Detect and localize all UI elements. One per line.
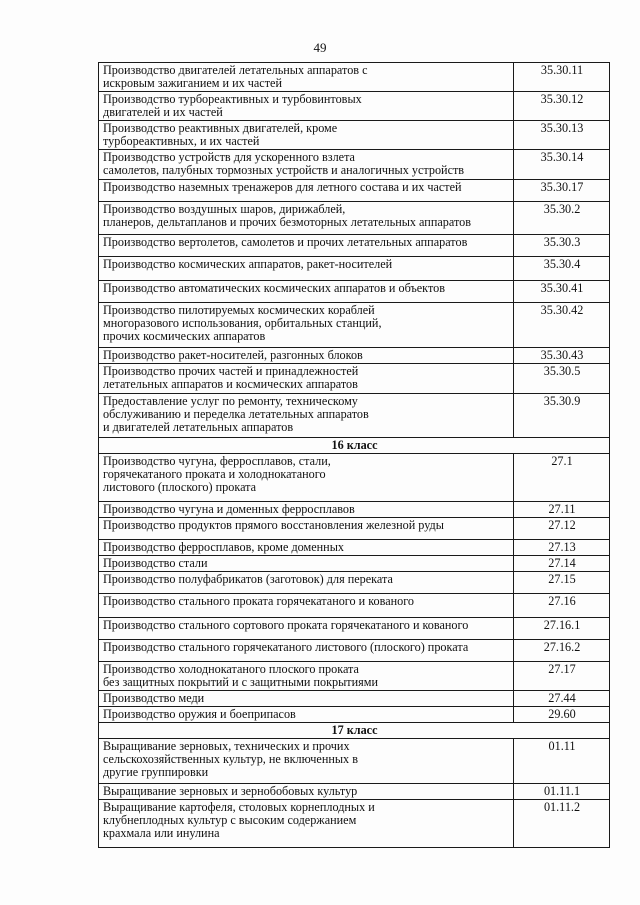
table-row — [99, 518, 610, 540]
table-row — [99, 556, 610, 572]
activity-name: Производство двигателей летательных аппаратов с искровым зажиганием и их частей — [99, 63, 514, 92]
activity-code: 01.11.2 — [514, 800, 610, 848]
table-row — [99, 281, 610, 303]
section-header-row — [99, 438, 610, 454]
activity-name: Производство полуфабрикатов (заготовок) для переката — [99, 572, 514, 594]
activity-name: Производство стального сортового проката горячекатаного и кованого — [99, 618, 514, 640]
activity-name: Производство ферросплавов, кроме доменных — [99, 540, 514, 556]
table-row — [99, 454, 610, 502]
section-title: 16 класс — [99, 438, 610, 454]
section-title: 17 класс — [99, 723, 610, 739]
activity-name: Производство вертолетов, самолетов и прочих летательных аппаратов — [99, 235, 514, 257]
activity-code: 27.44 — [514, 691, 610, 707]
activity-code: 27.16.2 — [514, 640, 610, 662]
table-row — [99, 739, 610, 784]
activity-code: 01.11.1 — [514, 784, 610, 800]
table-row — [99, 364, 610, 394]
activity-name: Производство реактивных двигателей, кроме турбореактивных, и их частей — [99, 121, 514, 150]
activity-code: 29.60 — [514, 707, 610, 723]
page-number: 49 — [313, 40, 327, 55]
table-row — [99, 121, 610, 150]
table-row — [99, 150, 610, 180]
table-row — [99, 691, 610, 707]
activity-code: 35.30.14 — [514, 150, 610, 180]
table-row — [99, 800, 610, 848]
table-row — [99, 540, 610, 556]
activity-code: 27.11 — [514, 502, 610, 518]
activity-name: Производство прочих частей и принадлежностей летательных аппаратов и космических аппаратов — [99, 364, 514, 394]
activity-name: Производство ракет-носителей, разгонных блоков — [99, 348, 514, 364]
table-row — [99, 235, 610, 257]
activity-code: 27.16.1 — [514, 618, 610, 640]
activity-code: 35.30.9 — [514, 394, 610, 438]
table-row — [99, 202, 610, 235]
table-row — [99, 257, 610, 281]
activity-name: Выращивание зерновых, технических и прочих сельскохозяйственных культур, не включенных в другие группировки — [99, 739, 514, 784]
table-row — [99, 662, 610, 691]
table-row — [99, 92, 610, 121]
activity-code: 01.11 — [514, 739, 610, 784]
activity-name: Производство стального горячекатаного листового (плоского) проката — [99, 640, 514, 662]
activity-name: Производство чугуна и доменных ферросплавов — [99, 502, 514, 518]
activity-name: Производство продуктов прямого восстановления железной руды — [99, 518, 514, 540]
activity-code: 35.30.42 — [514, 303, 610, 348]
activity-code: 35.30.17 — [514, 180, 610, 202]
activity-name: Производство стали — [99, 556, 514, 572]
activity-name: Производство устройств для ускоренного взлета самолетов, палубных тормозных устройств и аналогичных устройств — [99, 150, 514, 180]
activity-code: 35.30.41 — [514, 281, 610, 303]
activity-code: 27.1 — [514, 454, 610, 502]
activity-name: Производство оружия и боеприпасов — [99, 707, 514, 723]
table-row — [99, 180, 610, 202]
table-row — [99, 784, 610, 800]
activity-code: 35.30.3 — [514, 235, 610, 257]
activity-name: Производство меди — [99, 691, 514, 707]
activity-code: 35.30.4 — [514, 257, 610, 281]
activity-code: 35.30.5 — [514, 364, 610, 394]
activity-code: 35.30.13 — [514, 121, 610, 150]
activity-code: 35.30.12 — [514, 92, 610, 121]
activity-code: 27.12 — [514, 518, 610, 540]
table-row — [99, 572, 610, 594]
table-row — [99, 707, 610, 723]
activity-code: 27.14 — [514, 556, 610, 572]
classification-table — [98, 62, 610, 848]
activity-name: Производство турбореактивных и турбовинтовых двигателей и их частей — [99, 92, 514, 121]
activity-name: Производство пилотируемых космических кораблей многоразового использования, орбитальных станций, прочих космических аппаратов — [99, 303, 514, 348]
table-row — [99, 594, 610, 618]
table-row — [99, 303, 610, 348]
section-header-row — [99, 723, 610, 739]
activity-name: Предоставление услуг по ремонту, техническому обслуживанию и переделка летательных аппаратов и двигателей летательных аппаратов — [99, 394, 514, 438]
table-row — [99, 640, 610, 662]
activity-code: 27.15 — [514, 572, 610, 594]
activity-name: Производство автоматических космических аппаратов и объектов — [99, 281, 514, 303]
activity-code: 35.30.2 — [514, 202, 610, 235]
activity-code: 35.30.11 — [514, 63, 610, 92]
activity-name: Производство воздушных шаров, дирижаблей, планеров, дельтапланов и прочих безмоторных летательных аппаратов — [99, 202, 514, 235]
table-row — [99, 394, 610, 438]
activity-name: Выращивание картофеля, столовых корнеплодных и клубнеплодных культур с высоким содержанием крахмала или инулина — [99, 800, 514, 848]
table-row — [99, 63, 610, 92]
table-row — [99, 618, 610, 640]
activity-name: Производство холоднокатаного плоского проката без защитных покрытий и с защитными покрытиями — [99, 662, 514, 691]
activity-code: 35.30.43 — [514, 348, 610, 364]
activity-code: 27.17 — [514, 662, 610, 691]
activity-name: Производство чугуна, ферросплавов, стали, горячекатаного проката и холоднокатаного листового (плоского) проката — [99, 454, 514, 502]
activity-code: 27.16 — [514, 594, 610, 618]
activity-name: Производство космических аппаратов, ракет-носителей — [99, 257, 514, 281]
activity-name: Производство наземных тренажеров для летного состава и их частей — [99, 180, 514, 202]
activity-name: Производство стального проката горячекатаного и кованого — [99, 594, 514, 618]
activity-name: Выращивание зерновых и зернобобовых культур — [99, 784, 514, 800]
table-row — [99, 502, 610, 518]
table-body — [99, 63, 610, 848]
table-row — [99, 348, 610, 364]
activity-code: 27.13 — [514, 540, 610, 556]
